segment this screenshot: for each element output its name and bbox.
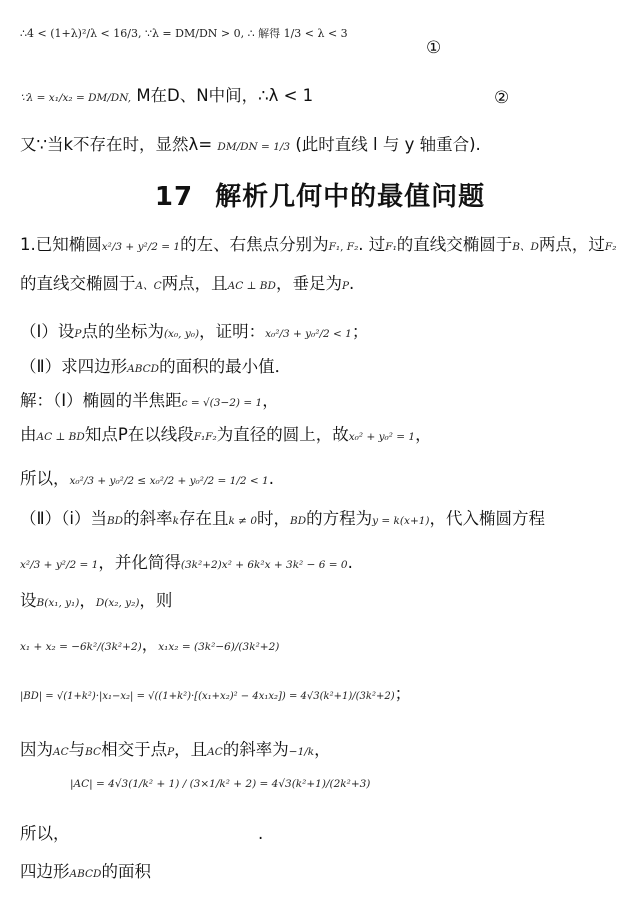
section-heading <box>0 176 640 213</box>
s6-then: ，则 <box>139 591 173 610</box>
section-title: 解析几何中的最值问题 <box>215 182 486 212</box>
s9-ac-2: AC <box>207 746 223 758</box>
s2-f1f2: F₁F₂ <box>193 431 217 443</box>
s3-so: 所以， <box>20 469 70 488</box>
q2-label: （Ⅱ）求四边形 <box>20 357 128 376</box>
s4-k: k <box>172 515 179 527</box>
q1-label: （Ⅰ）设 <box>20 322 75 341</box>
math-f2: F₂ <box>346 241 359 253</box>
s2-circle: 为直径的圆上，故 <box>216 425 349 444</box>
text-line-meets: 的直线交椭圆于 <box>396 235 513 254</box>
q1-p: P <box>74 328 82 340</box>
s11-quad: 四边形 <box>20 862 70 881</box>
q1-coord: (x₀, y₀) <box>163 328 200 340</box>
solution-line-8 <box>20 684 634 704</box>
s9-bc: BC <box>85 746 102 758</box>
s11-area: 的面积 <box>101 862 151 881</box>
s3-inequality: x₀²/3 + y₀²/2 ≤ x₀²/2 + y₀²/2 = 1/2 < 1 <box>69 475 269 487</box>
s8-bd-length: |BD| = √(1+k²)·|x₁−x₂| = √((1+k²)·[(x₁+x₂)² − 4x₁x₂]) = 4√3(k²+1)/(3k²+2) <box>20 691 395 702</box>
s5-quadratic: (3k²+2)x² + 6k²x + 3k² − 6 = 0 <box>180 559 348 571</box>
s9-p: P <box>167 746 175 758</box>
s9-ac: AC <box>53 746 69 758</box>
solution-line-2 <box>20 425 634 445</box>
solution-line-11 <box>20 862 634 882</box>
s4-slope: 的斜率 <box>123 509 173 528</box>
s4-label: （Ⅱ）（ⅰ）当 <box>20 509 107 528</box>
math-lambda-ratio: ∵λ = x₁/x₂ = DM/DN, <box>20 92 132 104</box>
text-period: . <box>349 274 355 293</box>
solution-line-5 <box>20 553 634 573</box>
s4-exists: 存在且 <box>178 509 229 528</box>
s9-and-2: ，且 <box>174 740 208 759</box>
math-ac-perp-bd: AC ⊥ BD <box>227 280 276 292</box>
math-f1: F₁ <box>328 241 341 253</box>
problem-intro: 1.已知椭圆 <box>20 235 102 254</box>
s4-line-eq: y = k(x+1) <box>372 515 430 527</box>
s1-comma: ， <box>262 391 279 410</box>
problem-line-2 <box>20 274 634 294</box>
s4-bd-2: BD <box>290 515 307 527</box>
solution-line-3 <box>20 469 634 489</box>
line-lambda-ratio <box>20 86 634 106</box>
s9-comma: ， <box>314 740 331 759</box>
s4-bd: BD <box>106 515 124 527</box>
s4-k-nonzero: k ≠ 0 <box>228 515 258 527</box>
s10-period: . <box>258 824 264 843</box>
s4-equation-is: 的方程为 <box>306 509 373 528</box>
text-line-coincides: (此时直线 l 与 y 轴重合). <box>295 135 481 154</box>
s1-focal: c = √(3−2) = 1 <box>181 397 263 409</box>
s9-intersect: 相交于点 <box>101 740 168 759</box>
q2-text: 的面积的最小值． <box>159 357 292 376</box>
line-k-not-exist <box>20 135 634 155</box>
s2-unit-circle: x₀² + y₀² = 1 <box>348 431 416 443</box>
s9-slope: −1/k <box>288 746 315 758</box>
q1-inequality: x₀²/3 + y₀²/2 < 1 <box>265 328 352 340</box>
q1-coord-text: 点的坐标为 <box>81 322 164 341</box>
s10-ac-length: |AC| = 4√3(1/k² + 1) / (3×1/k² + 2) = 4√3(k²+1)/(2k²+3) <box>70 778 371 790</box>
s5-period: . <box>347 553 353 572</box>
solution-line-4 <box>20 509 634 529</box>
s9-and: 与 <box>68 740 86 759</box>
s11-abcd: ABCD <box>69 868 102 880</box>
text-k-not-exist: 又∵当k不存在时，显然λ= <box>20 135 213 154</box>
math-bd-points: B、D <box>512 241 539 253</box>
text-foot: ，垂足为 <box>275 274 342 293</box>
math-lambda-range: ∴4 < (1+λ)²/λ < 16/3, ∵λ = DM/DN > 0, ∴ 解得 1/3 < λ < 3 <box>20 27 348 40</box>
math-ac-points: A、C <box>135 280 162 292</box>
s3-period: . <box>268 469 274 488</box>
s2-perp: AC ⊥ BD <box>36 431 85 443</box>
text-m-between: M在D、N中间，∴λ < 1 <box>136 86 314 105</box>
s8-semicolon: ； <box>394 684 412 703</box>
q1-prove: ，证明： <box>199 322 266 341</box>
s2-on-segment: P在以线段 <box>117 425 194 444</box>
solution-line-6 <box>20 591 634 611</box>
q1-semicolon: ； <box>351 322 369 341</box>
s6-let: 设 <box>20 591 37 610</box>
s2-from: 由 <box>20 425 37 444</box>
s9-because: 因为 <box>20 740 53 759</box>
text-line-meets-2: 的直线交椭圆于 <box>20 274 136 293</box>
question-2 <box>20 357 634 377</box>
question-1 <box>20 322 634 342</box>
s7-product: x₁x₂ = (3k²−6)/(3k²+2) <box>158 641 280 653</box>
solution-line-1 <box>20 391 634 411</box>
s7-comma: ， <box>141 635 159 654</box>
s10-so: 所以， <box>20 824 70 843</box>
s2-know: 知点 <box>84 425 118 444</box>
solution-line-9 <box>20 740 634 760</box>
text-foci: 的左、右焦点分别为 <box>180 235 329 254</box>
math-p: P <box>341 280 350 292</box>
text-through: . 过 <box>358 235 386 254</box>
s4-when: 时， <box>257 509 291 528</box>
line-lambda-range <box>20 22 634 42</box>
s6-comma: ， <box>79 591 96 610</box>
math-f1-b: F₁ <box>385 241 397 253</box>
s2-comma: ， <box>415 425 432 444</box>
s1-text: 解：（Ⅰ）椭圆的半焦距 <box>20 391 182 410</box>
problem-line-1: 1.已知椭圆x²/3 + y²/2 = 1的左、右焦点分别为F₁, F₂. 过F₁的直线交椭圆于B、D两点，过F₂ <box>20 235 617 254</box>
s7-sum: x₁ + x₂ = −6k²/(3k²+2) <box>20 641 142 653</box>
equation-marker-1: ① <box>426 38 442 58</box>
s6-d: D(x₂, y₂) <box>95 597 140 609</box>
s5-simplify: ，并化简得 <box>98 553 181 572</box>
s4-substitute: ，代入椭圆方程 <box>429 509 546 528</box>
text-two-points-2: 两点，且 <box>161 274 228 293</box>
q2-abcd: ABCD <box>127 363 160 375</box>
s6-b: B(x₁, y₁) <box>36 597 80 609</box>
section-number: 17 <box>154 182 194 212</box>
equation-marker-2: ② <box>494 88 510 108</box>
math-dm-dn-third: DM/DN = 1/3 <box>217 141 291 153</box>
math-f2-b: F₂ <box>604 241 617 253</box>
math-ellipse-eq: x²/3 + y²/2 = 1 <box>101 241 181 253</box>
s5-ellipse: x²/3 + y²/2 = 1 <box>20 559 99 571</box>
solution-line-7 <box>20 635 634 655</box>
s9-slope-is: 的斜率为 <box>222 740 289 759</box>
text-two-points: 两点，过 <box>538 235 605 254</box>
